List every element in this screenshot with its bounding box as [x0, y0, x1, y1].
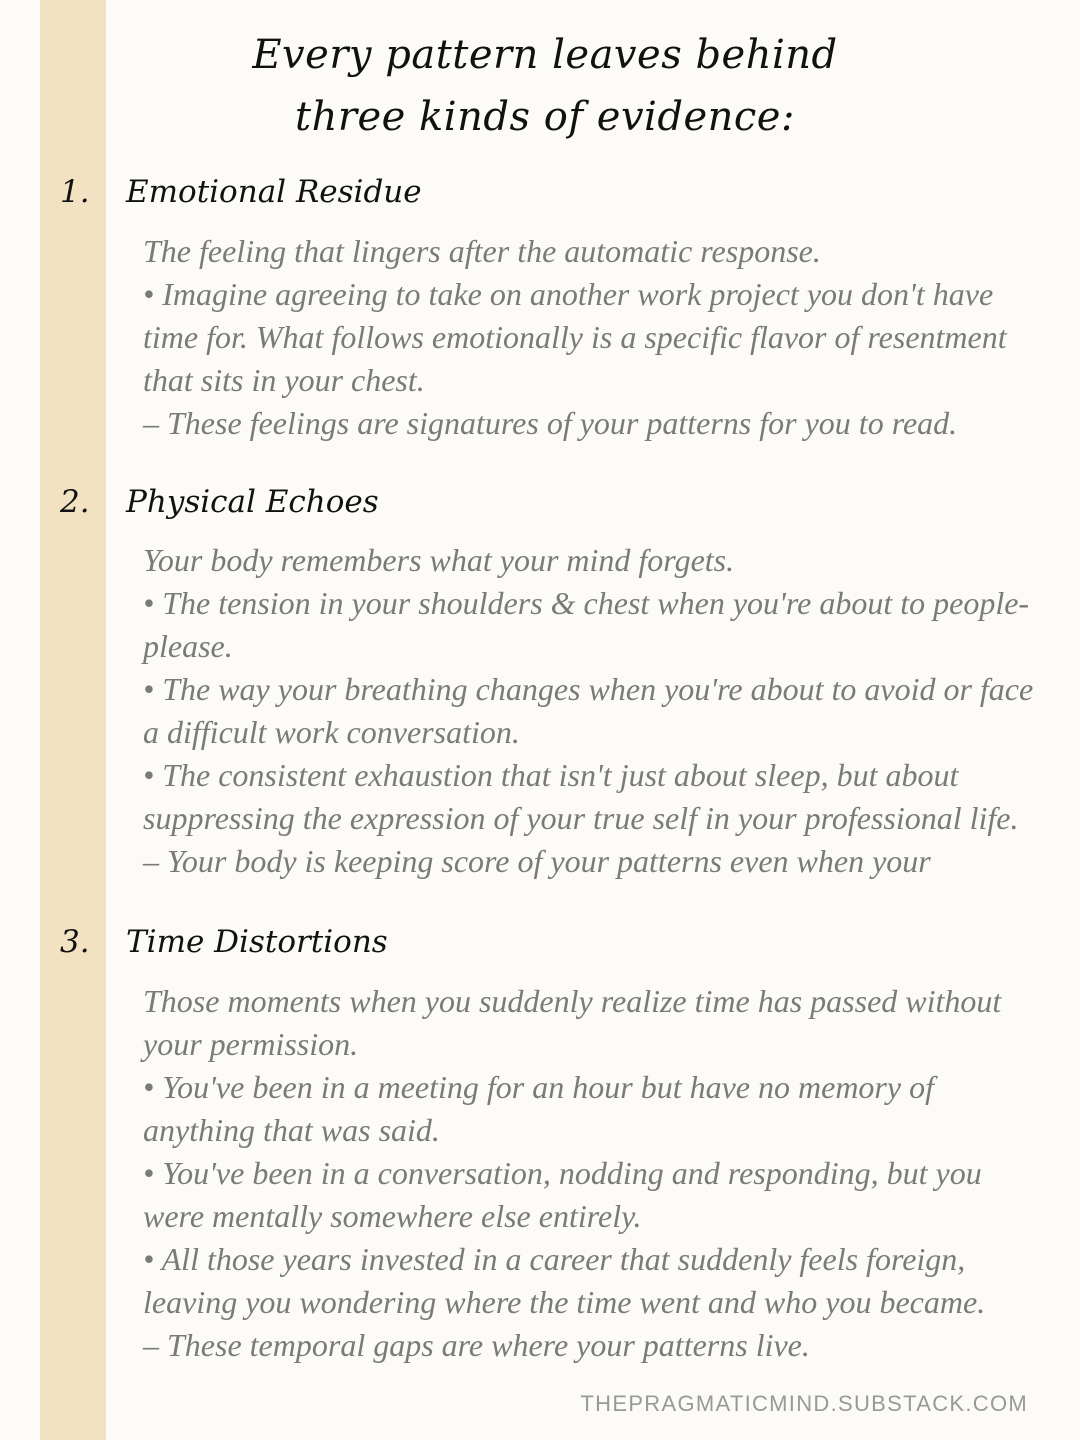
body-line: • The way your breathing changes when you're about to avoid or face [143, 671, 1034, 707]
section-heading-time-distortions [60, 922, 388, 962]
section-number: 2. [60, 484, 90, 520]
section-heading-physical-echoes [60, 482, 379, 522]
body-line: The feeling that lingers after the automatic response. [143, 233, 821, 269]
body-line: were mentally somewhere else entirely. [143, 1198, 642, 1234]
body-line: that sits in your chest. [143, 362, 425, 398]
body-line: • You've been in a meeting for an hour but have no memory of [143, 1069, 934, 1105]
body-line: a difficult work conversation. [143, 714, 520, 750]
left-accent-stripe [40, 0, 106, 1440]
body-line: – These feelings are signatures of your patterns for you to read. [143, 405, 958, 441]
body-line: • All those years invested in a career that suddenly feels foreign, [143, 1241, 966, 1277]
body-line: Your body remembers what your mind forgets. [143, 542, 735, 578]
page-title [110, 24, 980, 148]
body-line: • You've been in a conversation, nodding and responding, but you [143, 1155, 982, 1191]
body-line: Those moments when you suddenly realize time has passed without [143, 983, 1002, 1019]
body-line: • Imagine agreeing to take on another work project you don't have [143, 276, 994, 312]
footer-url: THEPRAGMATICMIND.SUBSTACK.COM [580, 1391, 1028, 1416]
section-body-emotional-residue [143, 230, 1063, 445]
section-body-time-distortions [143, 980, 1063, 1367]
body-line: • The consistent exhaustion that isn't just about sleep, but about [143, 757, 959, 793]
title-line-1: Every pattern leaves behind [252, 32, 838, 78]
section-title: Time Distortions [126, 924, 388, 960]
body-line: please. [143, 628, 233, 664]
title-line-2: three kinds of evidence: [295, 94, 795, 140]
section-title: Emotional Residue [126, 174, 422, 210]
body-line: – Your body is keeping score of your patterns even when your [143, 843, 931, 879]
body-line: – These temporal gaps are where your patterns live. [143, 1327, 810, 1363]
body-line: time for. What follows emotionally is a specific flavor of resentment [143, 319, 1007, 355]
section-number: 3. [60, 924, 90, 960]
section-title: Physical Echoes [126, 484, 379, 520]
section-number: 1. [60, 174, 90, 210]
body-line: leaving you wondering where the time went and who you became. [143, 1284, 986, 1320]
section-body-physical-echoes [143, 539, 1063, 883]
body-line: your permission. [143, 1026, 359, 1062]
section-heading-emotional-residue [60, 172, 422, 212]
body-line: suppressing the expression of your true self in your professional life. [143, 800, 1019, 836]
body-line: • The tension in your shoulders & chest when you're about to people- [143, 585, 1030, 621]
body-line: anything that was said. [143, 1112, 440, 1148]
